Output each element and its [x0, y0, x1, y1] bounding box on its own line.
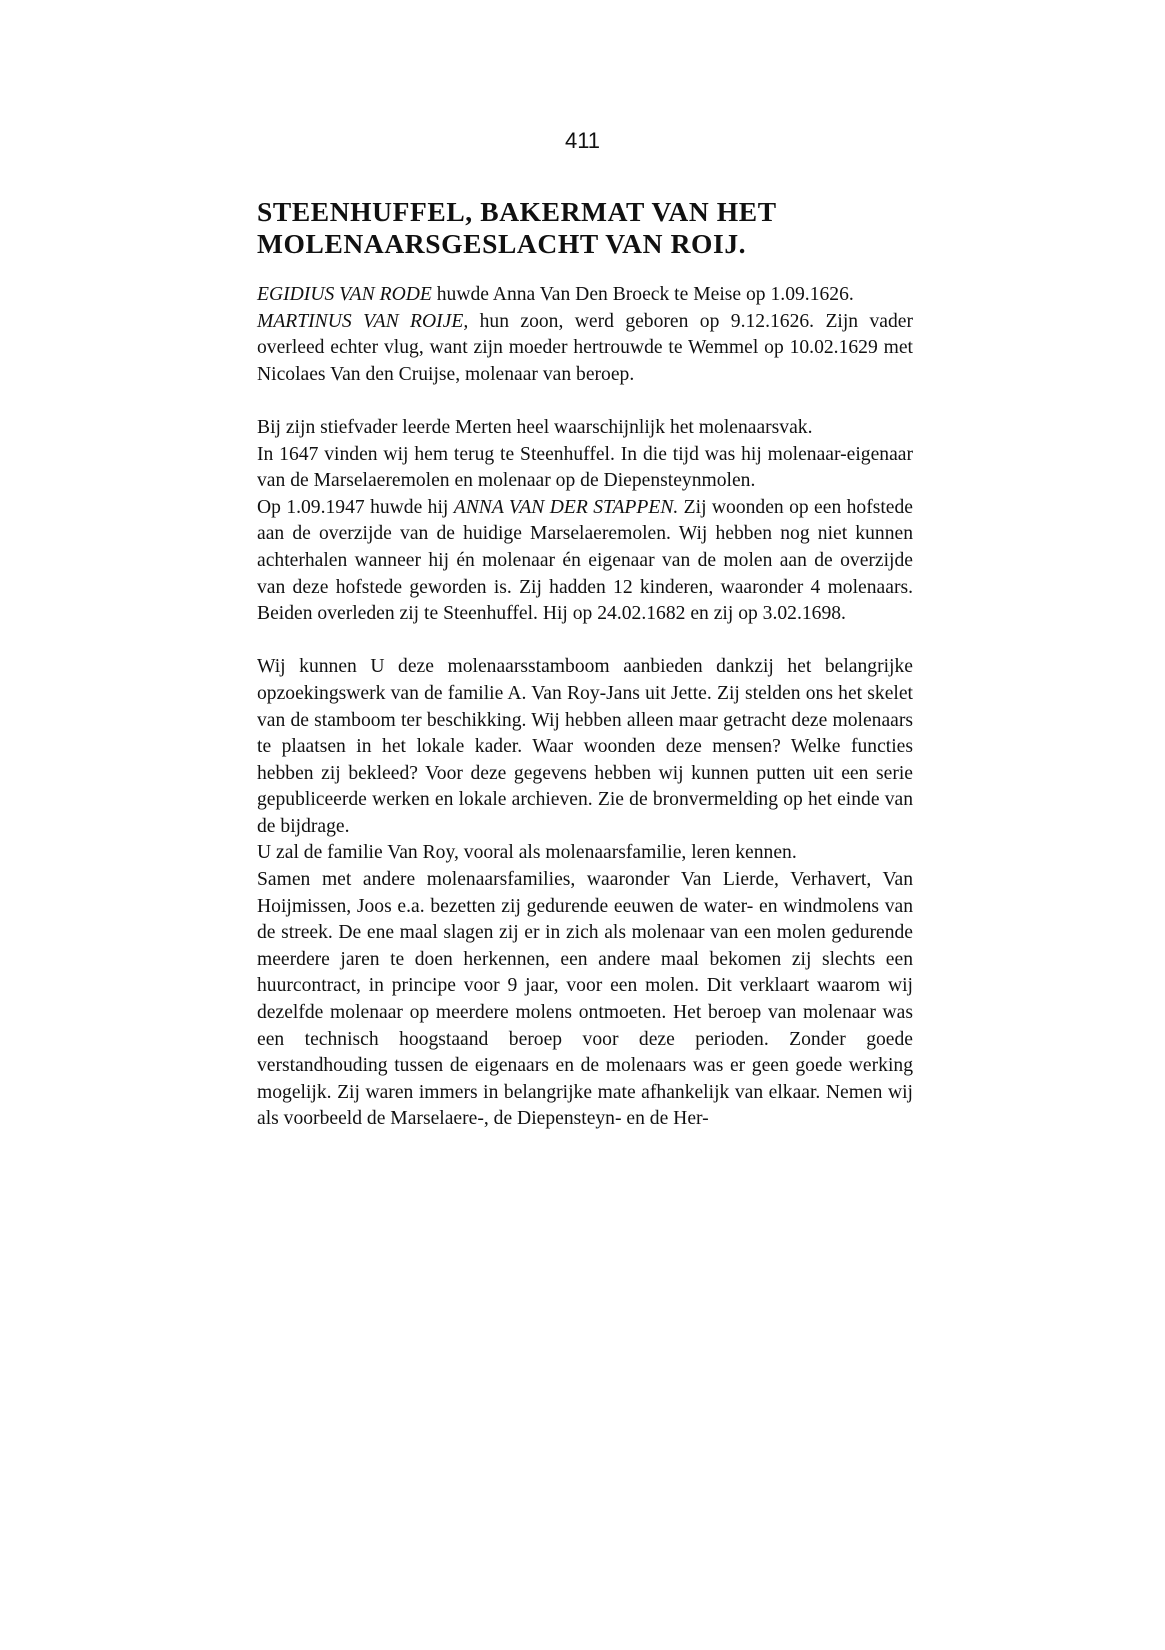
page-number: 411: [564, 128, 601, 153]
title-line-1: STEENHUFFEL, BAKERMAT VAN HET: [257, 196, 777, 227]
article-title: [257, 196, 917, 260]
paragraph-steenhuffel-1647: In 1647 vinden wij hem terug te Steenhuffel. In die tijd was hij molenaar-eigenaar van de Marselaeremolen en molenaar op de Diepensteynmolen.: [257, 443, 913, 492]
paragraph-stiefvader: Bij zijn stiefvader leerde Merten heel waarschijnlijk het molenaarsvak.: [257, 416, 813, 438]
title-line-2: MOLENAARSGESLACHT VAN ROIJ.: [257, 228, 747, 259]
paragraph-text: hun zoon, werd geboren op 9.12.1626. Zijn vader overleed echter vlug, want zijn moeder hertrouwde te Wemmel op 10.02.1629 met Nicolaes Van den Cruijse, molenaar van beroep.: [257, 310, 913, 385]
person-name-anna: ANNA VAN DER STAPPEN.: [453, 496, 679, 518]
paragraph-text: huwde Anna Van Den Broeck te Meise op 1.09.1626.: [431, 284, 854, 305]
paragraph-text: Op 1.09.1947 huwde hij: [257, 496, 454, 518]
article-body: [257, 282, 913, 1133]
paragraph-familie-van-roy: U zal de familie Van Roy, vooral als molenaarsfamilie, leren kennen.: [257, 842, 797, 864]
paragraph-text: Zij woonden op een hofstede aan de overzijde van de huidige Marselaeremolen. Wij hebben nog niet kunnen achterhalen wanneer hij én molenaar én eigenaar van de molen aan de overzijde van deze hofstede geworden is. Zij hadden 12 kinderen, waaronder 4 molenaars. Beiden overleden zij te Steenhuffel. Hij op 24.02.1682 en zij op 3.02.1698.: [257, 496, 914, 625]
paragraph-martinus: [257, 309, 913, 389]
paragraph-marriage: [257, 495, 913, 628]
paragraph-egidius: [257, 282, 913, 309]
paragraph-molenaarsfamilies: Samen met andere molenaarsfamilies, waaronder Van Lierde, Verhavert, Van Hoijmissen, Joos e.a. bezetten zij gedurende eeuwen de water- en windmolens van de streek. De ene maal slagen zij er in zich als molenaar van een molen gedurende meerdere jaren te doen herkennen, een andere maal bekomen zij slechts een huurcontract, in principe voor 9 jaar, voor een molen. Dit verklaart waarom wij dezelfde molenaar op meerdere molens ontmoeten. Het beroep van molenaar was een technisch hoogstaand beroep voor deze perioden. Zonder goede verstandhouding tussen de eigenaars en de molenaars was er geen goede werking mogelijk. Zij waren immers in belangrijke mate afhankelijk van elkaar. Nemen wij als voorbeeld de Marselaere-, de Diepensteyn- en de Her-: [257, 869, 913, 1130]
person-name-egidius: EGIDIUS VAN RODE: [257, 284, 432, 305]
paragraph-acknowledgement: Wij kunnen U deze molenaarsstamboom aanbieden dankzij het belangrijke opzoekingswerk van de familie A. Van Roy-Jans uit Jette. Zij stelden ons het skelet van de stamboom ter beschikking. Wij hebben alleen maar getracht deze molenaars te plaatsen in het lokale kader. Waar woonden deze mensen? Welke functies hebben zij bekleed? Voor deze gegevens hebben wij kunnen putten uit een serie gepubliceerde werken en lokale archieven. Zie de bronvermelding op het einde van de bijdrage.: [257, 656, 913, 837]
person-name-martinus: MARTINUS VAN ROIJE,: [257, 310, 469, 332]
